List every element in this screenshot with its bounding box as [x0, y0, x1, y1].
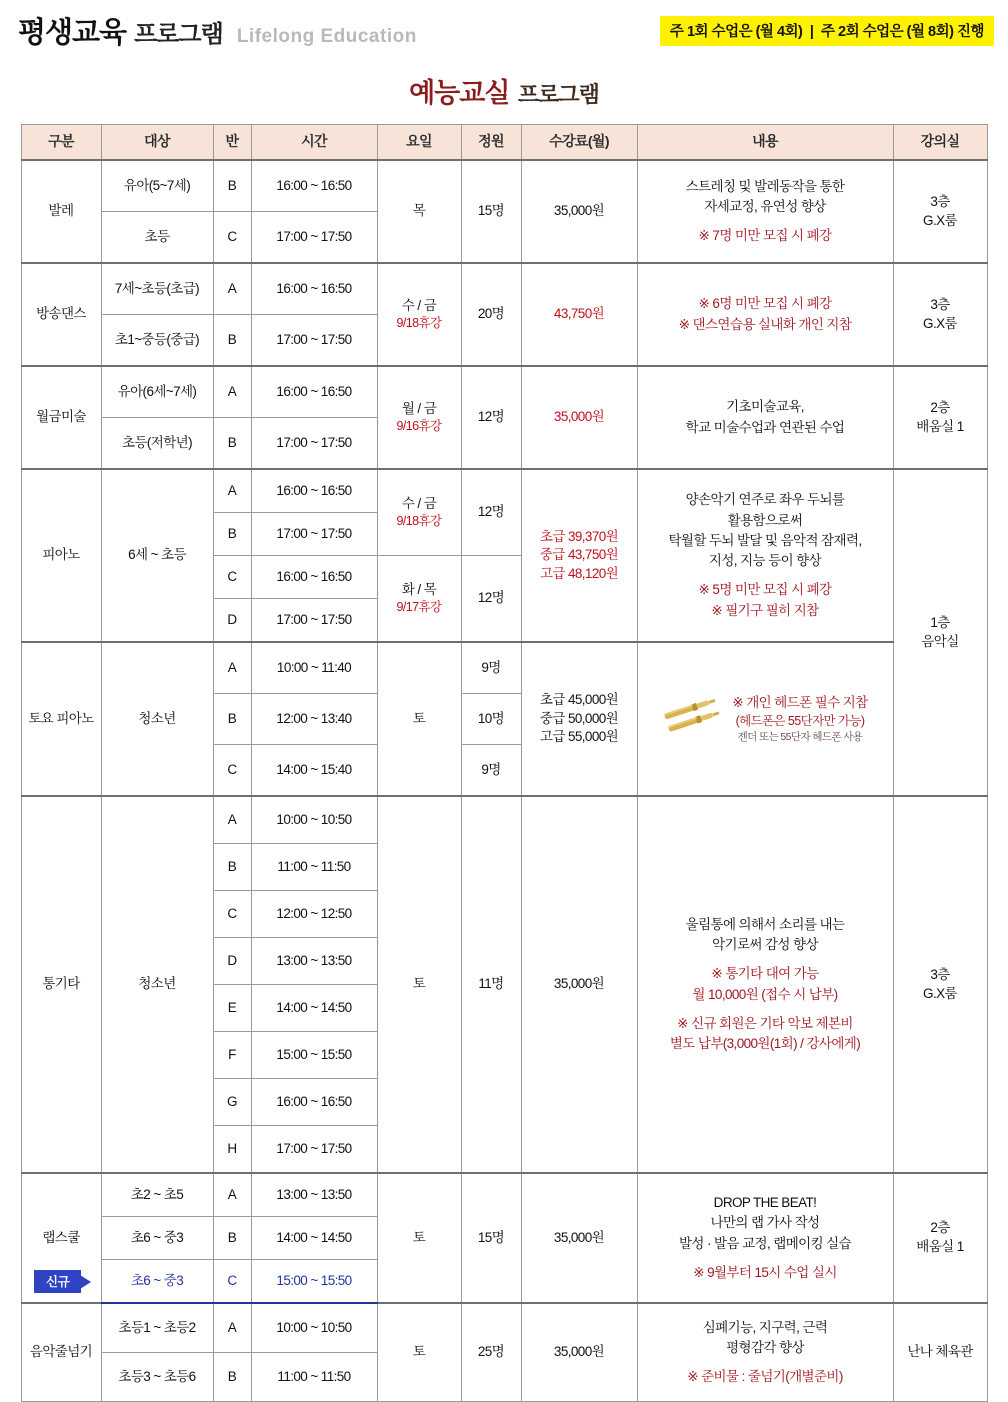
cell-day: 토: [377, 1173, 461, 1303]
content-line: 스트레칭 및 발레동작을 통한: [685, 178, 845, 194]
table-row: [21, 642, 987, 694]
headphone-note-3: 젠더 또는 55단자 헤드폰 사용: [737, 731, 863, 744]
content-line: DROP THE BEAT!: [713, 1195, 817, 1210]
cell-time: 14:00 ~ 14:50: [251, 1217, 377, 1260]
content-note: 월 10,000원 (접수 시 납부): [692, 986, 838, 1002]
table-row: [21, 796, 987, 844]
cell-class: A: [213, 796, 251, 844]
content-note: ※ 9월부터 15시 수업 실시: [693, 1264, 837, 1280]
table-row: [21, 1173, 987, 1217]
content-note: ※ 필기구 필히 지참: [711, 602, 819, 618]
cell-room: [893, 469, 987, 796]
cell-capacity: 9명: [461, 642, 521, 694]
cell-class: B: [213, 1217, 251, 1260]
col-capacity: 정원: [461, 125, 521, 161]
cell-capacity: 20명: [461, 263, 521, 366]
cell-time: 14:00 ~ 14:50: [251, 985, 377, 1032]
cell-class: F: [213, 1032, 251, 1079]
cell-room: [893, 796, 987, 1173]
cell-fee: [521, 469, 637, 642]
cell-target: 6세 ~ 초등: [101, 469, 213, 642]
fee-line: 초급 39,370원: [539, 528, 619, 544]
page-title-sub: 프로그램: [517, 82, 599, 107]
cell-class: B: [213, 418, 251, 470]
new-badge: [34, 1270, 91, 1293]
cell-capacity: 11명: [461, 796, 521, 1173]
cell-category: 월금미술: [21, 366, 101, 469]
brand: [18, 10, 417, 51]
cell-time: 17:00 ~ 17:50: [251, 212, 377, 264]
content-line: 자세교정, 유연성 향상: [704, 198, 826, 214]
cell-content: [637, 366, 893, 469]
cell-category: 통기타: [21, 796, 101, 1173]
cell-fee: [521, 642, 637, 796]
room-line: 음악실: [921, 633, 959, 649]
cell-class: A: [213, 1173, 251, 1217]
cell-content: [637, 160, 893, 263]
cell-time: 10:00 ~ 10:50: [251, 796, 377, 844]
content-line: 활용함으로써: [727, 512, 803, 528]
cell-time: 16:00 ~ 16:50: [251, 263, 377, 315]
cell-category: 음악줄넘기: [21, 1303, 101, 1402]
content-note: ※ 5명 미만 모집 시 폐강: [698, 582, 832, 598]
content-note: ※ 댄스연습용 실내화 개인 지참: [678, 316, 852, 332]
cell-content: [637, 1303, 893, 1402]
cell-target: 초6 ~ 중3: [101, 1217, 213, 1260]
cell-time: 17:00 ~ 17:50: [251, 513, 377, 556]
page-header: [0, 0, 1008, 57]
room-line: 배움실 1: [916, 1239, 964, 1254]
day-text: 수 / 금: [401, 495, 437, 511]
notice-separator: |: [809, 23, 814, 40]
cell-class: G: [213, 1079, 251, 1126]
page-title: [0, 71, 1008, 110]
content-note: 별도 납부(3,000원(1회) / 강사에게): [669, 1036, 861, 1051]
cell-capacity: 12명: [461, 556, 521, 643]
room-line: G.X룸: [923, 212, 957, 228]
room-line: 2층: [930, 399, 950, 415]
day-note: 9/18휴강: [396, 514, 442, 529]
col-fee: 수강료(월): [521, 125, 637, 161]
content-note: ※ 신규 회원은 기타 악보 제본비: [677, 1015, 853, 1031]
cell-day: 토: [377, 642, 461, 796]
header-notice-banner: [660, 16, 994, 46]
fee-line: 중급 50,000원: [539, 710, 619, 726]
content-note: ※ 준비물 : 줄넘기(개별준비): [687, 1369, 843, 1385]
room-line: 2층: [930, 1220, 950, 1236]
content-line: 지성, 지능 등이 향상: [708, 553, 822, 568]
cell-capacity: 15명: [461, 1173, 521, 1303]
cell-time: 10:00 ~ 10:50: [251, 1303, 377, 1353]
room-line: 3층: [930, 193, 950, 209]
cell-day: [377, 469, 461, 556]
fee-line: 중급 43,750원: [539, 547, 619, 563]
notice-left-text: 주 1회 수업은 (월 4회): [669, 23, 803, 40]
content-line: 울림통에 의해서 소리를 내는: [685, 916, 845, 932]
cell-category: 토요 피아노: [21, 642, 101, 796]
brand-english-text: Lifelong Education: [236, 26, 417, 47]
cell-fee: 35,000원: [521, 1303, 637, 1402]
cell-room: [893, 263, 987, 366]
cell-class: A: [213, 366, 251, 418]
cell-class: B: [213, 513, 251, 556]
cell-day: 목: [377, 160, 461, 263]
cell-day: [377, 556, 461, 643]
cell-target: 청소년: [101, 642, 213, 796]
cell-content: [637, 263, 893, 366]
content-line: 심폐기능, 지구력, 근력: [702, 1319, 828, 1335]
content-note: ※ 7명 미만 모집 시 폐강: [698, 228, 832, 244]
cell-category: 방송댄스: [21, 263, 101, 366]
day-note: 9/16휴강: [396, 419, 442, 434]
content-line: 양손악기 연주로 좌우 두뇌를: [685, 492, 845, 508]
col-time: 시간: [251, 125, 377, 161]
table-row: [21, 469, 987, 513]
cell-time: 12:00 ~ 13:40: [251, 694, 377, 745]
cell-target: 초2 ~ 초5: [101, 1173, 213, 1217]
cell-class: H: [213, 1126, 251, 1174]
cell-content: [637, 642, 893, 796]
cell-day: [377, 366, 461, 469]
cell-content: [637, 1173, 893, 1303]
cell-time: 16:00 ~ 16:50: [251, 556, 377, 599]
content-line: 발성 · 발음 교정, 랩메이킹 실습: [678, 1235, 852, 1251]
cell-room: [893, 160, 987, 263]
cell-class: B: [213, 1353, 251, 1402]
room-line: G.X룸: [923, 985, 957, 1001]
cell-fee: 35,000원: [521, 366, 637, 469]
col-category: 구분: [21, 125, 101, 161]
room-line: G.X룸: [923, 315, 957, 331]
cell-class: A: [213, 469, 251, 513]
content-line: 기초미술교육,: [726, 399, 804, 415]
day-note: 9/17휴강: [396, 600, 442, 615]
cell-target: 초등: [101, 212, 213, 264]
day-text: 월 / 금: [401, 400, 437, 416]
content-line: 평형감각 향상: [726, 1339, 804, 1355]
day-text: 수 / 금: [401, 297, 437, 313]
cell-class: C: [213, 891, 251, 938]
cell-class: C: [213, 745, 251, 797]
cell-capacity: 12명: [461, 469, 521, 556]
cell-target: 유아(6세~7세): [101, 366, 213, 418]
cell-capacity: 9명: [461, 745, 521, 797]
cell-capacity: 12명: [461, 366, 521, 469]
table-row: [21, 160, 987, 212]
page-title-main: 예능교실: [409, 78, 510, 108]
cell-class: A: [213, 263, 251, 315]
cell-target: 청소년: [101, 796, 213, 1173]
cell-time: 15:00 ~ 15:50: [251, 1260, 377, 1304]
day-text: 화 / 목: [401, 581, 437, 597]
cell-target: 초등3 ~ 초등6: [101, 1353, 213, 1402]
headphone-note-2: (헤드폰은 55단자만 가능): [735, 714, 865, 729]
cell-capacity: 10명: [461, 694, 521, 745]
content-line: 학교 미술수업과 연관된 수업: [685, 419, 845, 435]
cell-room: 난나 체육관: [893, 1303, 987, 1402]
cell-time: 17:00 ~ 17:50: [251, 418, 377, 470]
content-line: 탁월할 두뇌 발달 및 음악적 잠재력,: [668, 532, 862, 548]
cell-class: B: [213, 694, 251, 745]
fee-line: 고급 55,000원: [539, 729, 619, 745]
cell-time: 16:00 ~ 16:50: [251, 160, 377, 212]
fee-line: 고급 48,120원: [539, 565, 619, 581]
cell-time: 13:00 ~ 13:50: [251, 938, 377, 985]
content-line: 나만의 랩 가사 작성: [710, 1215, 820, 1231]
cell-fee: 35,000원: [521, 1173, 637, 1303]
col-day: 요일: [377, 125, 461, 161]
col-target: 대상: [101, 125, 213, 161]
room-line: 3층: [930, 966, 950, 982]
new-badge-label: 신규: [34, 1270, 81, 1293]
cell-class: C: [213, 212, 251, 264]
cell-time: 16:00 ~ 16:50: [251, 366, 377, 418]
fee-line: 초급 45,000원: [539, 692, 619, 708]
cell-day: 토: [377, 796, 461, 1173]
cell-time: 11:00 ~ 11:50: [251, 844, 377, 891]
cell-category: 랩스쿨: [21, 1173, 101, 1303]
room-line: 1층: [930, 614, 950, 630]
col-room: 강의실: [893, 125, 987, 161]
cell-time: 16:00 ~ 16:50: [251, 469, 377, 513]
program-table: [21, 124, 988, 1402]
cell-time: 12:00 ~ 12:50: [251, 891, 377, 938]
arrow-right-icon: [80, 1275, 91, 1289]
cell-class: B: [213, 315, 251, 367]
content-line: 악기로써 감성 향상: [712, 937, 818, 952]
cell-target: 초등(저학년): [101, 418, 213, 470]
cell-fee: 35,000원: [521, 796, 637, 1173]
cell-room: [893, 1173, 987, 1303]
cell-class: D: [213, 599, 251, 643]
cell-target: 유아(5~7세): [101, 160, 213, 212]
cell-time: 14:00 ~ 15:40: [251, 745, 377, 797]
notice-right-text: 주 2회 수업은 (월 8회) 진행: [821, 23, 984, 40]
cell-time: 13:00 ~ 13:50: [251, 1173, 377, 1217]
cell-content: [637, 796, 893, 1173]
day-note: 9/18휴강: [396, 316, 442, 331]
col-class: 반: [213, 125, 251, 161]
cell-class: B: [213, 844, 251, 891]
room-line: 3층: [930, 296, 950, 312]
col-content: 내용: [637, 125, 893, 161]
cell-category: 발레: [21, 160, 101, 263]
table-row: [21, 1303, 987, 1353]
cell-capacity: 15명: [461, 160, 521, 263]
cell-time: 17:00 ~ 17:50: [251, 315, 377, 367]
cell-target: 초1~중등(중급): [101, 315, 213, 367]
headphone-jack-icon: [662, 696, 724, 742]
cell-class: D: [213, 938, 251, 985]
room-line: 배움실 1: [916, 418, 964, 434]
cell-category: 피아노: [21, 469, 101, 642]
cell-target: 초6 ~ 중3: [101, 1260, 213, 1304]
cell-time: 15:00 ~ 15:50: [251, 1032, 377, 1079]
cell-content: [637, 469, 893, 642]
cell-class: A: [213, 1303, 251, 1353]
table-row: [21, 263, 987, 315]
cell-fee: 43,750원: [521, 263, 637, 366]
content-note: ※ 6명 미만 모집 시 폐강: [698, 296, 832, 312]
cell-time: 17:00 ~ 17:50: [251, 1126, 377, 1174]
cell-capacity: 25명: [461, 1303, 521, 1402]
cell-day: [377, 263, 461, 366]
cell-day: 토: [377, 1303, 461, 1402]
table-row: [21, 366, 987, 418]
brand-main-text: 평생교육: [18, 17, 127, 49]
cell-fee: 35,000원: [521, 160, 637, 263]
cell-time: 17:00 ~ 17:50: [251, 599, 377, 643]
brand-sub-text: 프로그램: [134, 21, 223, 48]
cell-time: 16:00 ~ 16:50: [251, 1079, 377, 1126]
cell-time: 11:00 ~ 11:50: [251, 1353, 377, 1402]
cell-class: E: [213, 985, 251, 1032]
table-header-row: [21, 125, 987, 161]
cell-time: 10:00 ~ 11:40: [251, 642, 377, 694]
cell-target: 초등1 ~ 초등2: [101, 1303, 213, 1353]
cell-class: A: [213, 642, 251, 694]
cell-target: 7세~초등(초급): [101, 263, 213, 315]
cell-class: C: [213, 1260, 251, 1304]
cell-room: [893, 366, 987, 469]
headphone-note-1: ※ 개인 헤드폰 필수 지참: [732, 694, 868, 710]
content-note: ※ 통기타 대여 가능: [711, 966, 819, 982]
cell-class: C: [213, 556, 251, 599]
cell-class: B: [213, 160, 251, 212]
